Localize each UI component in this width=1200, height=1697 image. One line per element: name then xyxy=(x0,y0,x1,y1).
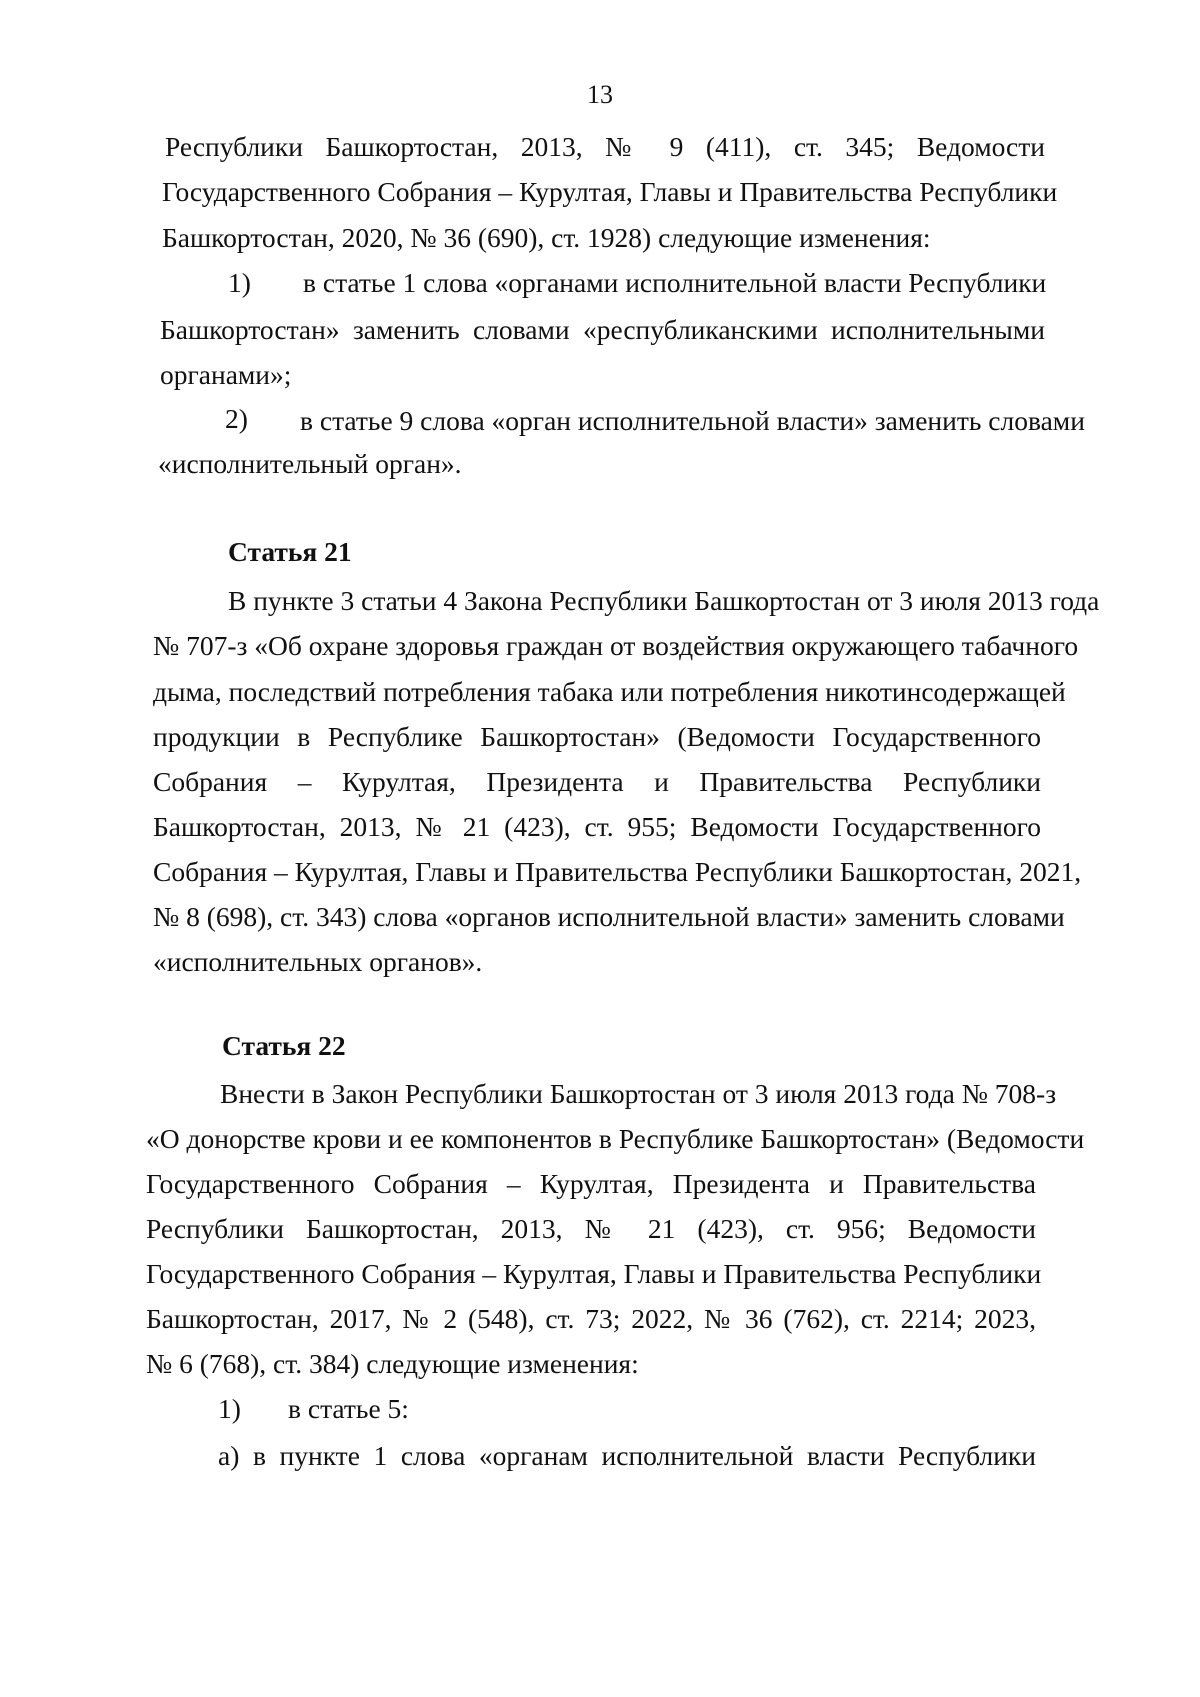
list-item-text: Башкортостан» заменить словами «республиканскими исполнительными xyxy=(160,314,1045,345)
paragraph-line: Собрания – Курултая, Главы и Правительства Республики Башкортостан, 2021, xyxy=(153,856,1082,887)
paragraph-line: Башкортостан, 2013, № 21 (423), ст. 955; Ведомости Государственного xyxy=(153,811,1041,842)
paragraph-line: Башкортостан, 2020, № 36 (690), ст. 1928) следующие изменения: xyxy=(162,222,931,253)
article-heading: Статья 21 xyxy=(228,536,352,567)
paragraph-line: № 8 (698), ст. 343) слова «органов исполнительной власти» заменить словами xyxy=(153,901,1065,932)
list-item-text: «исполнительный орган». xyxy=(158,448,462,479)
paragraph-line: Государственного Собрания – Курултая, Главы и Правительства Республики xyxy=(146,1258,1042,1289)
paragraph-line: В пункте 3 статьи 4 Закона Республики Башкортостан от 3 июля 2013 года xyxy=(228,585,1100,616)
list-number: 2) xyxy=(225,403,248,434)
paragraph-line: Республики Башкортостан, 2013, № 21 (423), ст. 956; Ведомости xyxy=(146,1213,1036,1244)
paragraph-line: продукции в Республике Башкортостан» (Ведомости Государственного xyxy=(153,721,1041,752)
article-heading: Статья 22 xyxy=(222,1030,346,1061)
paragraph-line: № 707-з «Об охране здоровья граждан от воздействия окружающего табачного xyxy=(153,630,1079,661)
list-item-text: в статье 1 слова «органами исполнительной власти Республики xyxy=(303,267,1047,298)
list-number: 1) xyxy=(218,1393,241,1424)
paragraph-line: Башкортостан, 2017, № 2 (548), ст. 73; 2022, № 36 (762), ст. 2214; 2023, xyxy=(146,1303,1036,1334)
paragraph-line: «исполнительных органов». xyxy=(153,946,483,977)
list-item-text: в статье 9 слова «орган исполнительной власти» заменить словами xyxy=(300,405,1085,436)
paragraph-line: «О донорстве крови и ее компонентов в Республике Башкортостан» (Ведомости xyxy=(146,1123,1085,1154)
paragraph-line: Собрания – Курултая, Президента и Правительства Республики xyxy=(153,766,1041,797)
paragraph-line: № 6 (768), ст. 384) следующие изменения: xyxy=(146,1348,639,1379)
list-item-text: в статье 5: xyxy=(288,1393,409,1424)
list-number: 1) xyxy=(228,267,251,298)
paragraph-line: Республики Башкортостан, 2013, № 9 (411), ст. 345; Ведомости xyxy=(165,131,1045,162)
list-item-text: органами»; xyxy=(160,359,292,390)
page-number: 13 xyxy=(587,80,613,109)
paragraph-line: Государственного Собрания – Курултая, Главы и Правительства Республики xyxy=(162,176,1058,207)
list-item-text: а) в пункте 1 слова «органам исполнительной власти Республики xyxy=(218,1440,1036,1471)
paragraph-line: Государственного Собрания – Курултая, Президента и Правительства xyxy=(146,1168,1036,1199)
paragraph-line: дыма, последствий потребления табака или потребления никотинсодержащей xyxy=(153,676,1066,707)
paragraph-line: Внести в Закон Республики Башкортостан от 3 июля 2013 года № 708-з xyxy=(220,1078,1057,1109)
